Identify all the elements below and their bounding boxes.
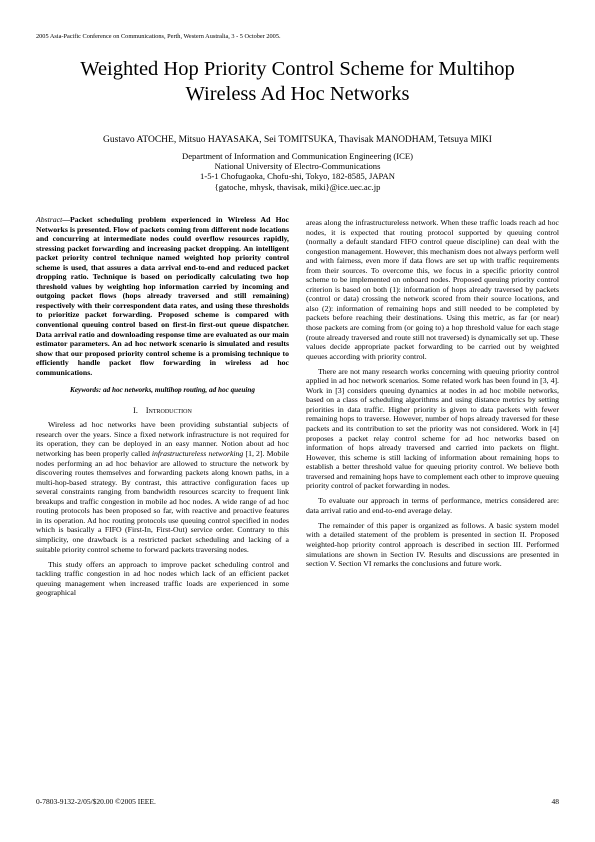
title-line-2: Wireless Ad Hoc Networks [185,83,410,105]
right-paragraph-4: The remainder of this paper is organized as follows. A basic system model with a detailed statement of the problem is presented in section II. Proposed weighted-hop priority control approach is described in section III. Performed simulations are shown in Section IV. Results and discussions are presented in section V. Section VI remarks the conclusions and future work. [306,520,559,569]
right-column [306,218,559,574]
intro-p1-italic: infrastructureless networking [151,449,244,459]
affiliation-address: 1-5-1 Chofugaoka, Chofu-shi, Tokyo, 182-8585, JAPAN [200,171,395,182]
keywords: Keywords: ad hoc networks, multihop routing, ad hoc queuing [70,386,255,395]
right-paragraph-2: There are not many research works concerning with queuing priority control applied in ad hoc network scenarios. Some related work has been found in [3, 4]. Work in [3] considers queuing dynamics at nodes in ad hoc mobile networks, based on a class of scheduling algorithms and using distance metrics by setting priorities in data traffic. Higher priority is given to data packets with fewer remaining hops to traverse. However, number of hops already traversed for these packets and its contribution to set the priority was not considered. Work in [4] proposes a packet relay control scheme for ad hoc networks based on information of hops already traversed and carried into packets on flight. However, this scheme is still lacking of information about remaining hops to establish a better threshold value for queuing priority control. We believe both traversed and remaining hops have to complement each other to improve queuing priority control of packet forwarding in nodes. [306,366,559,491]
left-column [36,215,289,598]
authors: Gustavo ATOCHE, Mitsuo HAYASAKA, Sei TOMITSUKA, Thavisak MANODHAM, Tetsuya MIKI [103,135,492,145]
section-number: I. [133,405,138,415]
abstract-label: Abstract [36,215,63,224]
affiliation-email: {gatoche, mhysk, thavisak, miki}@ice.uec.ac.jp [214,181,381,192]
abstract [36,215,289,377]
right-paragraph-1: areas along the infrastructureless network. When these traffic loads reach ad hoc nodes, it is expected that routing protocol supported by queuing control (normally a default standard FIFO control queue discipline) can deal with the congestion management. However, this mechanism does not always perform well and with fairness, even more if data flows are set up with traffic requirements from their sources. To overcome this, we focus in a specific priority control scheme to be implemented on onboard nodes. Proposed queuing priority control criterion is based on both (1): information of hops already traversed by packets (control or data) crossing the network scored from their source locations, and also (2): information of remaining hops and still needed to be completed by packets before reaching their destinations. Using this metric, as far (or near) those packets are coming from (or going to) a hop threshold value for each stage (route already traversed and route still not traversed) is dynamically set up. These values decide appropriate packet forwarding to be carried out by weighted queues according with priority control. [306,218,560,361]
intro-paragraph-1 [36,420,289,554]
affiliation-university: National University of Electro-Communications [214,161,381,172]
right-paragraph-3: To evaluate our approach in terms of performance, metrics considered are: data arrival ratio and end-to-end average delay. [306,496,559,515]
intro-paragraph-2: This study offers an approach to improve packet scheduling control and tackling traffic congestion in ad hoc nodes which lack of an efficient packet queuing management when increased traffic loads are experienced in some geographical [36,559,289,598]
paper-title [30,57,565,107]
page-number: 48 [551,797,559,806]
footer-copyright: 0-7803-9132-2/05/$20.00 ©2005 IEEE. [36,797,156,806]
abstract-text: Packet scheduling problem experienced in Wireless Ad Hoc Networks is presented. Flow of packets coming from different node locations and concurring at intermediate nodes could overflow resources rapidly, stressing packet forwarding and increasing packet dropping. An intelligent packet priority control technique named weighted hop priority control scheme is used, that assures a data arrival end-to-end and reduced packet dropping ratio. Technique is based on periodically calculating two hop threshold values by weighting hop information carried by incoming and outgoing packet flows (hops already traversed and still remaining) respectively with their correspondent data rates, and using these thresholds to prioritize packet forwarding. Proposed scheme is compared with conventional queuing control based on first-in first-out queue dispatcher. Data arrival ratio and downloading response time are evaluated as our main estimator parameters. An ad hoc network scenario is simulated and results show that our proposed priority control scheme is a promising technique to efficiently handle packet flow forwarding in wireless ad hoc communications. [36,215,289,377]
intro-p1-text-b: [1, 2]. Mobile nodes performing an ad hoc behavior are allowed to structure the network by discovering routes themselves and forwarding packets along known paths, in a multi-hop-based strategy. By contrast, this attractive configuration faces up several constraints ranging from bandwidth resources scarcity to frequent link breakups and traffic congestion in mobile ad hoc nodes. A wide range of ad hoc routing protocols has been proposed so far, with reactive and proactive features in its operation. Ad hoc routing protocols use queuing control specified in nodes which is basically a FIFO (First-In, First-Out) service order. Contrary to this simplicity, one drawback is a restricted packet scheduling and lacking of a suitable priority control scheme to forward packets traversing nodes. [36,449,289,554]
affiliation-department: Department of Information and Communication Engineering (ICE) [181,151,413,161]
conference-header: 2005 Asia-Pacific Conference on Communications, Perth, Western Australia, 3 - 5 October 2005. [36,33,281,40]
affiliation-block [30,151,565,192]
abstract-dash: — [62,215,71,224]
title-line-1: Weighted Hop Priority Control Scheme for Multihop [80,58,515,80]
section-heading-introduction [36,406,289,416]
section-title: Introduction [145,405,192,415]
intro-p1-text-a: Wireless ad hoc networks have been providing substantial subjects of research over the years. Since a fixed network infrastructure is not required for its operation, they can be deployed in an easy manner. Notion about ad hoc networking has been properly called [36,420,289,459]
